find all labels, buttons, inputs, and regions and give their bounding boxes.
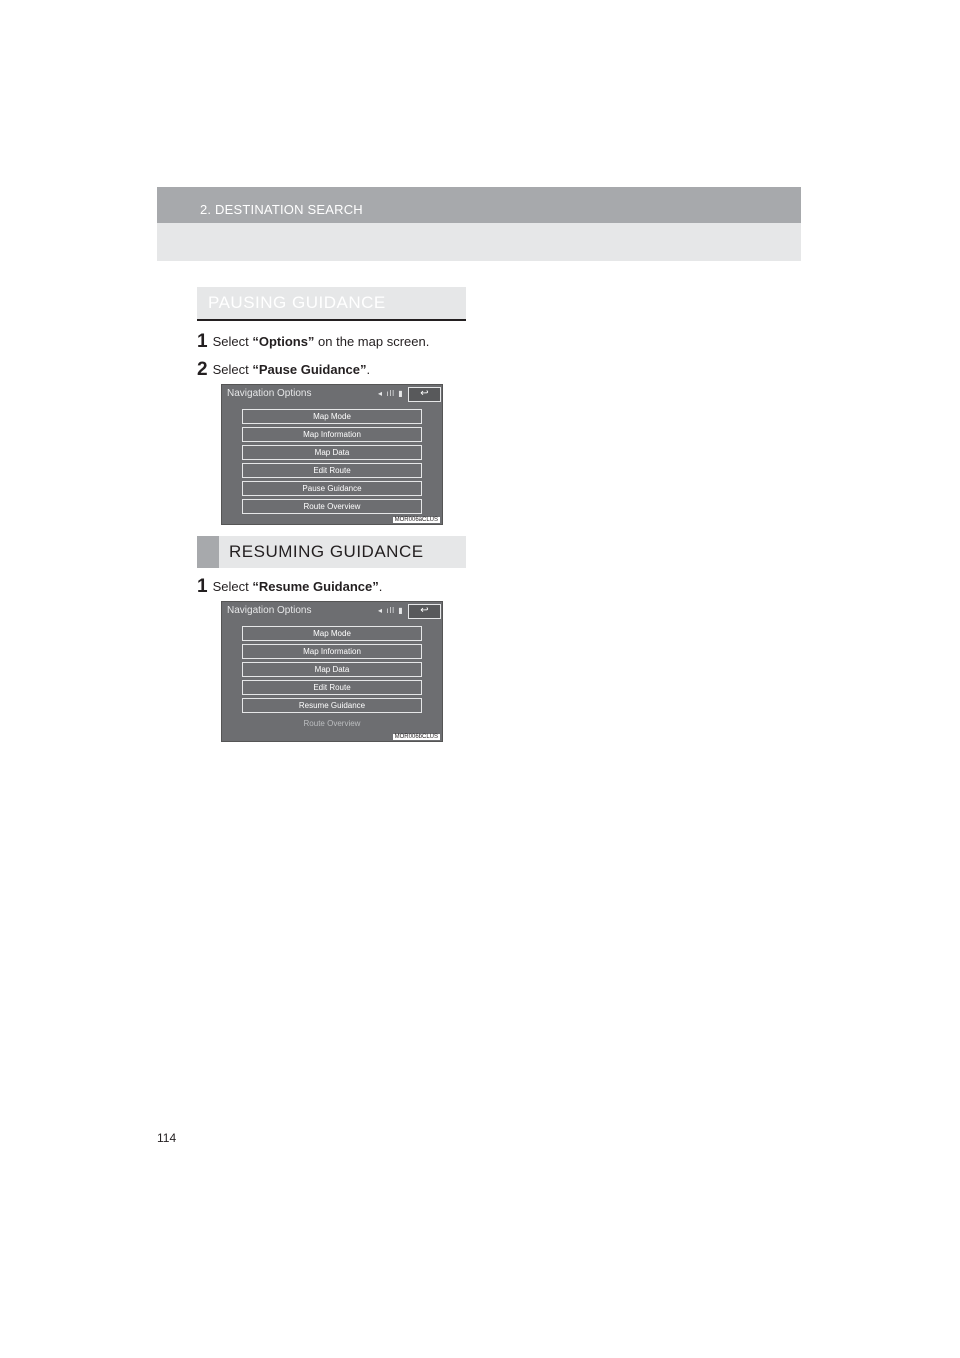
section-header-title: 2. DESTINATION SEARCH	[200, 202, 363, 217]
pause-screenshot	[221, 384, 443, 525]
step-text: .	[378, 579, 383, 594]
map-mode-button[interactable]: Map Mode	[242, 409, 422, 424]
step-text: on the map screen.	[314, 334, 430, 349]
step-text: Select	[212, 334, 253, 349]
image-code: MOR006aCLUS	[394, 517, 438, 523]
step-bold: “Pause Guidance”	[252, 362, 367, 377]
step-bold: “Options”	[252, 334, 315, 349]
heading-marker	[197, 536, 219, 568]
status-icons: ◂ ıll ▮	[378, 389, 404, 398]
resuming-heading: RESUMING GUIDANCE	[229, 542, 424, 561]
pausing-step-1	[197, 331, 429, 353]
map-data-button[interactable]: Map Data	[242, 445, 422, 460]
map-information-button[interactable]: Map Information	[242, 427, 422, 442]
edit-route-button[interactable]: Edit Route	[242, 680, 422, 695]
screen-title: Navigation Options	[227, 388, 312, 399]
page-number: 114	[157, 1131, 177, 1145]
step-text: Select	[212, 579, 253, 594]
map-data-button[interactable]: Map Data	[242, 662, 422, 677]
route-overview-button: Route Overview	[242, 716, 422, 731]
back-icon[interactable]: ↩	[408, 604, 441, 619]
map-mode-button[interactable]: Map Mode	[242, 626, 422, 641]
screen-title: Navigation Options	[227, 605, 312, 616]
step-bold: “Resume Guidance”	[252, 579, 379, 594]
step-text: .	[366, 362, 371, 377]
step-text: Select	[212, 362, 253, 377]
status-icons: ◂ ıll ▮	[378, 606, 404, 615]
resuming-step-1	[197, 576, 382, 598]
pausing-step-2	[197, 359, 370, 381]
pause-guidance-button[interactable]: Pause Guidance	[242, 481, 422, 496]
step-number: 1	[197, 576, 208, 597]
step-number: 1	[197, 331, 208, 352]
edit-route-button[interactable]: Edit Route	[242, 463, 422, 478]
route-overview-button[interactable]: Route Overview	[242, 499, 422, 514]
map-information-button[interactable]: Map Information	[242, 644, 422, 659]
resume-screenshot	[221, 601, 443, 742]
back-icon[interactable]: ↩	[408, 387, 441, 402]
resume-guidance-button[interactable]: Resume Guidance	[242, 698, 422, 713]
image-code: MOR006bCLUS	[394, 734, 438, 740]
step-number: 2	[197, 359, 208, 380]
pausing-heading: PAUSING GUIDANCE	[208, 293, 386, 312]
header-sub-band	[157, 223, 801, 261]
